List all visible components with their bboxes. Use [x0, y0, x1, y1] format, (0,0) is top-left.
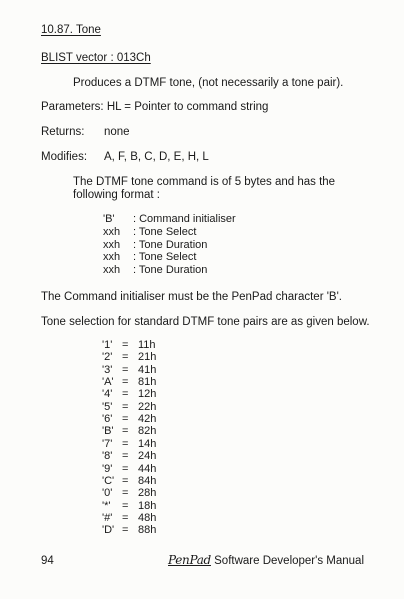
tone-equals: = [122, 462, 129, 475]
tone-row [102, 487, 156, 499]
tone-value: 44h [138, 462, 157, 475]
format-row [103, 226, 196, 238]
format-row [103, 213, 236, 225]
tone-equals: = [122, 400, 129, 413]
tone-key: 'C' [102, 474, 115, 487]
format-desc: : Command initialiser [133, 213, 236, 225]
returns-value: none [104, 126, 130, 138]
tone-equals: = [122, 487, 129, 500]
tone-value: 82h [138, 425, 157, 438]
tone-value: 18h [138, 499, 157, 512]
tone-key: '4' [102, 388, 113, 401]
tone-value: 24h [138, 450, 157, 463]
tone-row [102, 475, 156, 487]
manual-title: Software Developer's Manual [214, 555, 364, 567]
section-title: 10.87. Tone [41, 24, 101, 36]
tone-value: 11h [138, 339, 156, 351]
tone-key: '5' [102, 400, 113, 413]
format-key: xxh [103, 264, 121, 277]
tone-equals: = [122, 437, 129, 450]
tone-key: '9' [102, 462, 113, 475]
tone-value: 28h [138, 487, 157, 500]
tone-value: 21h [138, 351, 157, 364]
format-row [103, 251, 196, 263]
tone-value: 22h [138, 400, 157, 413]
format-desc: : Tone Duration [133, 238, 208, 251]
blist-vector-label: BLIST vector : 013Ch [41, 52, 151, 64]
modifies-value: A, F, B, C, D, E, H, L [104, 151, 209, 163]
tone-key: '*' [102, 499, 111, 512]
tone-row [102, 413, 156, 425]
tone-equals: = [122, 339, 129, 351]
tone-row [102, 376, 156, 388]
tone-key: '1' [102, 339, 113, 351]
tone-row [102, 463, 156, 475]
tone-key: '3' [102, 363, 113, 376]
tone-row [102, 500, 156, 512]
tone-row [102, 351, 156, 363]
tone-row [102, 524, 156, 536]
tone-value: 48h [138, 511, 157, 524]
tone-equals: = [122, 351, 129, 364]
tone-equals: = [122, 499, 129, 512]
format-desc: : Tone Select [133, 251, 197, 264]
format-desc: : Tone Duration [133, 264, 208, 277]
tone-equals: = [122, 413, 129, 426]
tone-row [102, 388, 156, 400]
tone-key: 'A' [102, 376, 114, 389]
tone-row [102, 512, 156, 524]
format-key: 'B' [103, 213, 115, 225]
tone-value: 42h [138, 413, 157, 426]
tone-row [102, 438, 156, 450]
format-key: xxh [103, 238, 121, 251]
function-description: Produces a DTMF tone, (not necessarily a tone pair). [73, 77, 344, 89]
tone-row [102, 425, 156, 437]
tone-row [102, 401, 156, 413]
format-intro-line1: The DTMF tone command is of 5 bytes and has the [73, 176, 336, 188]
tone-key: '2' [102, 351, 113, 364]
tone-row [102, 339, 156, 351]
tone-key: '6' [102, 413, 113, 426]
tone-key: '7' [102, 437, 113, 450]
page-number: 94 [41, 555, 54, 567]
tone-value: 84h [138, 474, 157, 487]
tone-equals: = [122, 376, 129, 389]
tone-equals: = [122, 388, 129, 401]
tone-value: 12h [138, 388, 157, 401]
tone-equals: = [122, 524, 129, 537]
initialiser-note: The Command initialiser must be the PenPad character 'B'. [41, 291, 342, 303]
tone-value: 41h [138, 363, 157, 376]
tone-equals: = [122, 474, 129, 487]
tone-key: '#' [102, 511, 113, 524]
tone-equals: = [122, 425, 129, 438]
format-intro-line2: following format : [73, 189, 160, 201]
returns-label: Returns: [41, 126, 85, 138]
tone-selection-note: Tone selection for standard DTMF tone pairs are as given below. [41, 316, 370, 328]
tone-equals: = [122, 450, 129, 463]
tone-row [102, 450, 156, 462]
tone-key: 'D' [102, 524, 115, 537]
tone-key: '8' [102, 450, 113, 463]
tone-equals: = [122, 363, 129, 376]
tone-key: '0' [102, 487, 113, 500]
tone-key: 'B' [102, 425, 114, 438]
parameters-line: Parameters: HL = Pointer to command string [41, 101, 269, 113]
penpad-logo: PenPad [168, 553, 211, 567]
format-desc: : Tone Select [133, 225, 197, 238]
tone-value: 88h [138, 524, 157, 537]
format-row [103, 239, 207, 251]
format-key: xxh [103, 225, 121, 238]
tone-row [102, 364, 156, 376]
tone-value: 81h [138, 376, 157, 389]
tone-value: 14h [138, 437, 157, 450]
footer-brand [168, 554, 364, 568]
format-key: xxh [103, 251, 121, 264]
modifies-label: Modifies: [41, 151, 88, 163]
tone-equals: = [122, 511, 129, 524]
format-row [103, 264, 207, 276]
